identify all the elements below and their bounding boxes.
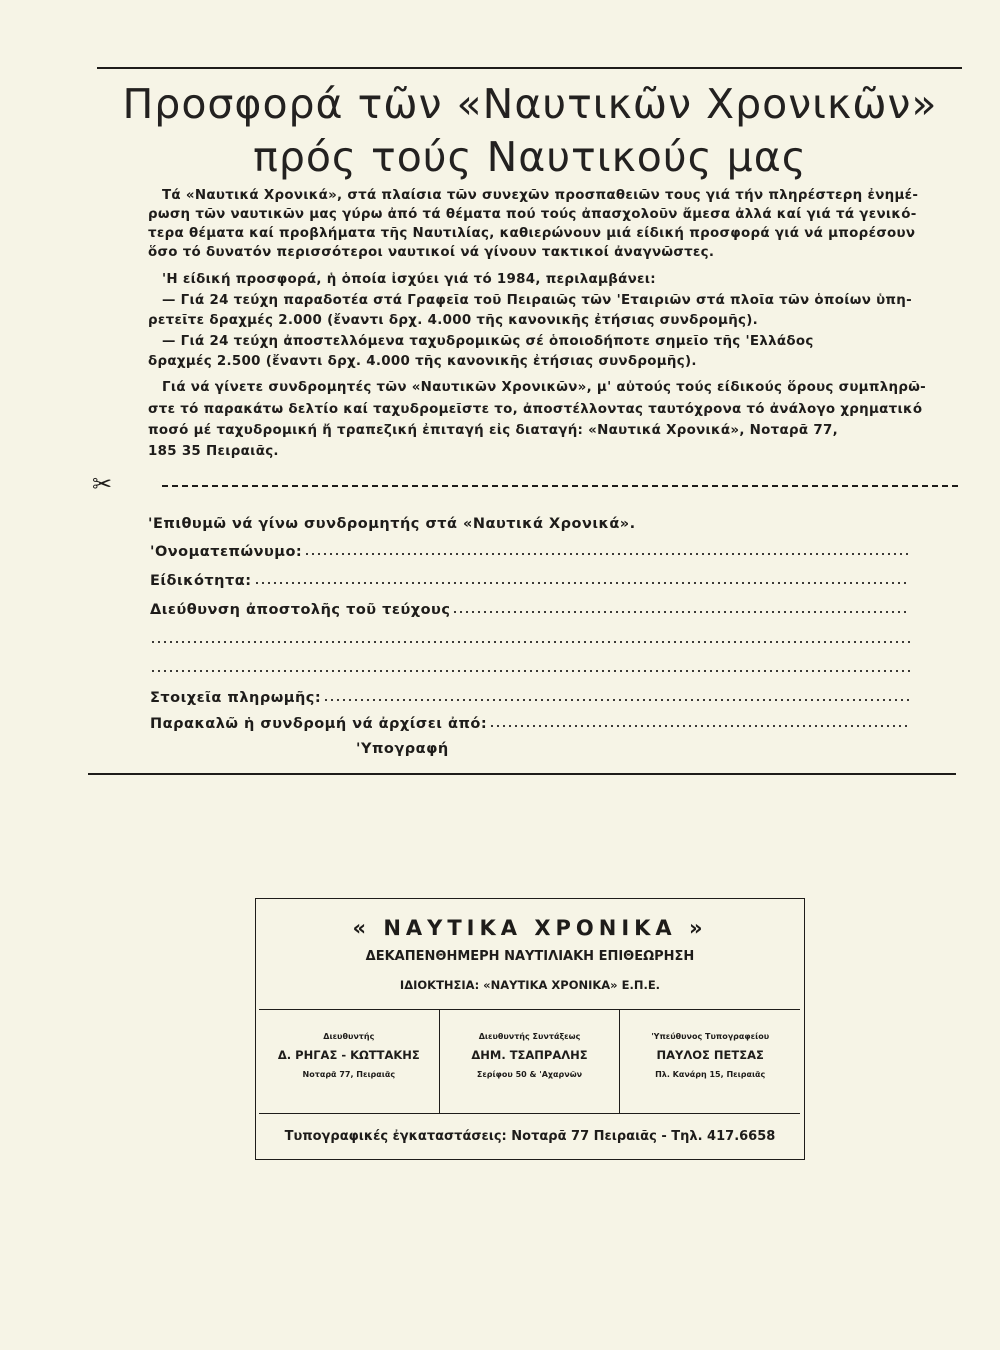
instructions-line: ποσό μέ ταχυδρομική ἤ τραπεζική ἐπιταγή εἰς διαταγή: «Ναυτικά Χρονικά», Νοταρᾶ 77, — [148, 423, 838, 438]
name-label: 'Ονοματεπώνυμο: — [150, 544, 303, 560]
bottom-rule — [88, 773, 956, 775]
staff-name: ΔΗΜ. ΤΣΑΠΡΑΛΗΣ — [471, 1048, 588, 1062]
offer-line: ρετεῖτε δραχμές 2.000 (ἔναντι δρχ. 4.000 τῆς κανονικῆς ἐτήσιας συνδρομῆς). — [148, 313, 759, 328]
address-dotted-line[interactable] — [452, 610, 910, 614]
staff-role: 'Υπεύθυνος Τυπογραφείου — [651, 1032, 770, 1041]
staff-cell — [619, 1010, 800, 1113]
specialty-label: Είδικότητα: — [150, 573, 252, 589]
payment-dotted-line[interactable] — [323, 698, 910, 702]
payment-label: Στοιχεῖα πληρωμῆς: — [150, 690, 322, 706]
staff-cell — [259, 1010, 439, 1113]
staff-address: Σερίφου 50 & 'Αχαρνῶν — [476, 1070, 583, 1079]
name-field[interactable] — [150, 538, 910, 560]
masthead-staff — [259, 1009, 800, 1114]
address-field-line-2[interactable] — [150, 626, 910, 648]
cut-line — [92, 470, 960, 498]
offer-line: δραχμές 2.500 (ἔναντι δρχ. 4.000 τῆς κανονικῆς ἐτήσιας συνδρομῆς). — [148, 354, 697, 369]
intro-line: Τά «Ναυτικά Χρονικά», στά πλαίσια τῶν συνεχῶν προσπαθειῶν τους γιά τήν πληρέστερη ἐνημέ- — [162, 188, 919, 203]
name-dotted-line[interactable] — [304, 552, 910, 556]
offer-line: — Γιά 24 τεύχη ἀποστελλόμενα ταχυδρομικῶς σέ ὁποιοδήποτε σημεῖο τῆς 'Ελλάδος — [162, 334, 814, 349]
intro-line: τερα θέματα καί προβλήματα τῆς Ναυτιλίας, καθιερώνουν μιά είδική προσφορά γιά νά μπορέσουν — [148, 226, 916, 241]
intro-line: ρωση τῶν ναυτικῶν μας γύρω ἀπό τά θέματα πού τούς ἀπασχολοῦν ἄμεσα ἀλλά καί γιά τά γενικό- — [148, 207, 917, 222]
intro-line: ὅσο τό δυνατόν περισσότεροι ναυτικοί νά γίνουν τακτικοί ἀναγνῶστες. — [148, 245, 715, 260]
masthead-box — [255, 898, 805, 1160]
scissors-icon: ✂ — [92, 470, 113, 498]
staff-name: Δ. ΡΗΓΑΣ - ΚΩΤΤΑΚΗΣ — [277, 1048, 420, 1062]
offer-line: 'Η είδική προσφορά, ἡ ὁποία ἰσχύει γιά τό 1984, περιλαμβάνει: — [162, 272, 656, 287]
start-date-dotted-line[interactable] — [489, 724, 910, 728]
form-heading — [148, 510, 908, 532]
staff-role: Διευθυντής Συντάξεως — [478, 1032, 581, 1041]
address-field[interactable] — [150, 596, 910, 618]
staff-role: Διευθυντής — [323, 1032, 375, 1041]
address-field-line-3[interactable] — [150, 655, 910, 677]
top-rule — [97, 67, 962, 69]
form-heading-text: 'Επιθυμῶ νά γίνω συνδρομητής στά «Ναυτικά Χρονικά». — [148, 516, 636, 532]
staff-address: Νοταρᾶ 77, Πειραιᾶς — [302, 1070, 396, 1079]
address-dotted-line-3[interactable] — [150, 669, 910, 673]
staff-name: ΠΑΥΛΟΣ ΠΕΤΣΑΣ — [656, 1048, 764, 1062]
start-date-field[interactable] — [150, 710, 910, 732]
signature-label: 'Υπογραφή — [356, 741, 449, 757]
masthead-subtitle: ΔΕΚΑΠΕΝΘΗΜΕΡΗ ΝΑΥΤΙΛΙΑΚΗ ΕΠΙΘΕΩΡΗΣΗ — [365, 949, 695, 964]
title-line-1: Προσφορά τῶν «Ναυτικῶν Χρονικῶν» — [122, 80, 938, 128]
masthead-title: « ΝΑΥΤΙΚΑ ΧΡΟΝΙΚΑ » — [352, 916, 708, 940]
address-dotted-line-2[interactable] — [150, 640, 910, 644]
dashed-cut-line — [162, 485, 958, 487]
masthead-footer: Τυπογραφικές ἐγκαταστάσεις: Νοταρᾶ 77 Πειραιᾶς - Τηλ. 417.6658 — [284, 1129, 776, 1144]
instructions-line: Γιά νά γίνετε συνδρομητές τῶν «Ναυτικῶν Χρονικῶν», μ' αὐτούς τούς είδικούς ὅρους συμπληρῶ- — [162, 380, 927, 395]
title-line-2: πρός τούς Ναυτικούς μας — [253, 133, 807, 181]
masthead-property: ΙΔΙΟΚΤΗΣΙΑ: «ΝΑΥΤΙΚΑ ΧΡΟΝΙΚΑ» Ε.Π.Ε. — [399, 978, 661, 992]
staff-address: Πλ. Κανάρη 15, Πειραιᾶς — [655, 1070, 766, 1079]
start-date-label: Παρακαλῶ ἡ συνδρομή νά ἀρχίσει ἀπό: — [150, 716, 488, 732]
staff-cell — [439, 1010, 620, 1113]
payment-field[interactable] — [150, 684, 910, 706]
instructions-line: στε τό παρακάτω δελτίο καί ταχυδρομεῖστε το, ἀποστέλλοντας ταυτόχρονα τό ἀνάλογο χρηματικό — [148, 402, 923, 417]
address-label: Διεύθυνση ἀποστολῆς τοῦ τεύχους — [150, 602, 451, 618]
specialty-dotted-line[interactable] — [254, 581, 910, 585]
offer-line: — Γιά 24 τεύχη παραδοτέα στά Γραφεῖα τοῦ Πειραιῶς τῶν 'Εταιριῶν στά πλοῖα τῶν ὁποίων ὑπη- — [162, 293, 913, 308]
specialty-field[interactable] — [150, 567, 910, 589]
instructions-line: 185 35 Πειραιᾶς. — [148, 444, 279, 459]
